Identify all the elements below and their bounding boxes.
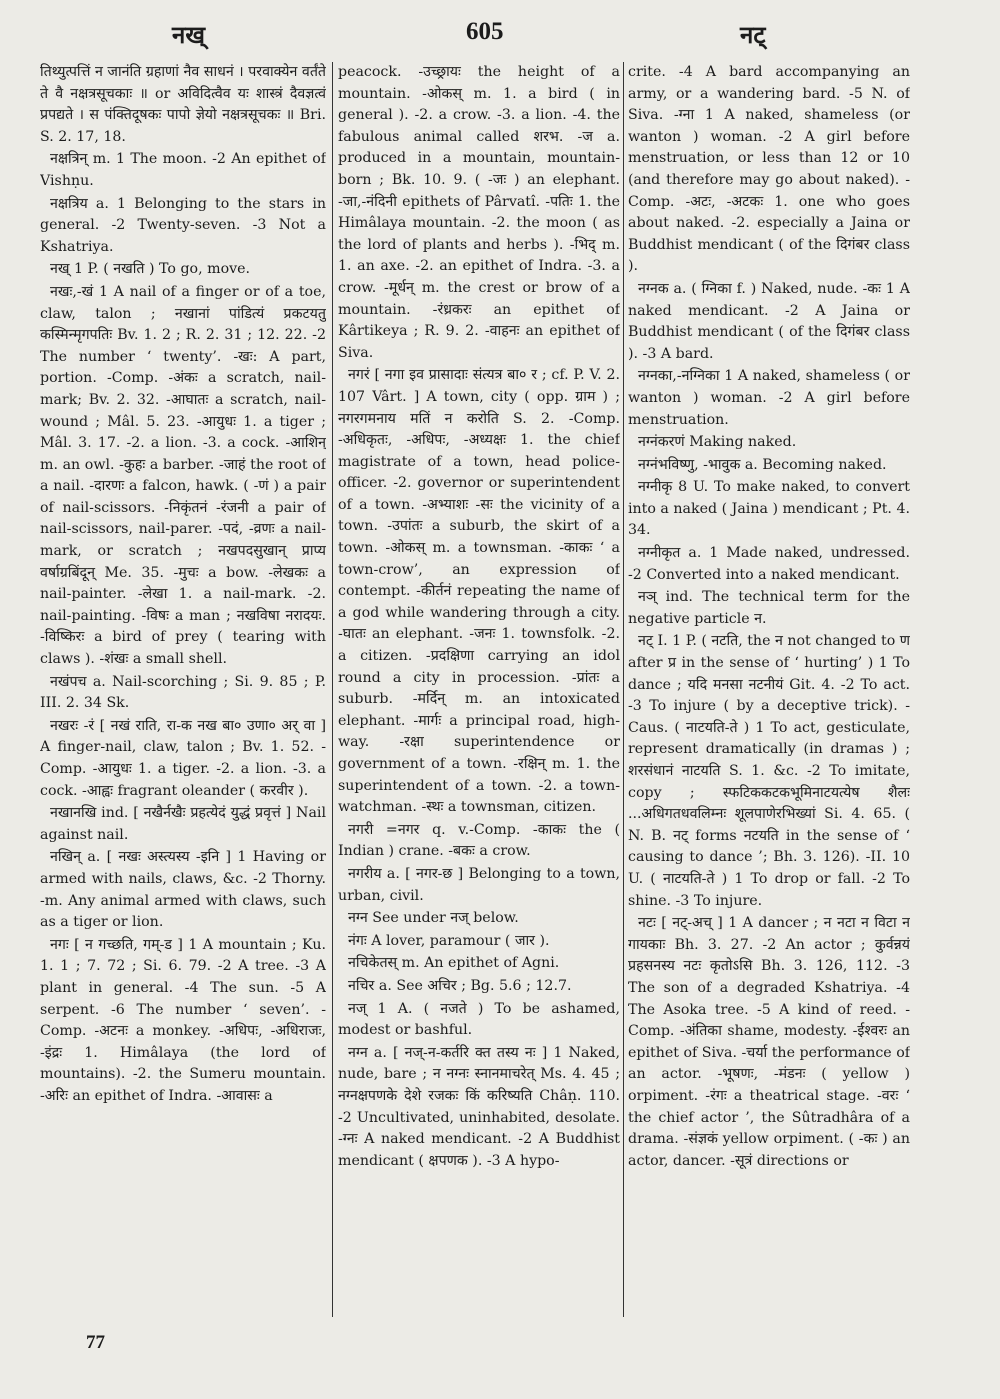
- column-1: [40, 62, 326, 1317]
- header-right-word: नट्: [740, 20, 766, 49]
- header-left-word: नख्: [172, 20, 205, 49]
- dictionary-entry: नग्नीकृ 8 U. To make naked, to convert into a naked ( Jaina ) mendicant ; Pt. 4. 34.: [628, 479, 910, 539]
- dictionary-entry: नगः [ न गच्छति, गम्-ड ] 1 A mountain ; Ku. 1. 1 ; 7. 72 ; Si. 6. 79. -2 A tree. -3 A plant in general. -4 The sun. -5 A serpent. -6 The number ‘ seven’. -Comp. -अटनः a monkey. -अधिपः, -अधिराजः, -इंद्रः 1. Himâlaya (the lord of mountains). -2. the Sumeru mountain. -अरिः an epithet of Indra. -आवासः a: [40, 936, 326, 1104]
- dictionary-entry: crite. -4 A bard accompanying an army, or a wandering bard. -5 N. of Siva. -ग्ना 1 A naked, shameless (or wanton ) woman. -2 A girl before menstruation, or less than 12 or 10 (and therefore may go about naked). -Comp. -अटः, -अटकः 1. one who goes about naked. -2. especially a Jaina or Buddhist mendicant ( of the दिगंबर class ).: [628, 64, 910, 275]
- dictionary-entry: नचिर a. See अचिर ; Bg. 5.6 ; 12.7.: [348, 977, 572, 994]
- dictionary-entry: नटः [ नट्-अच् ] 1 A dancer ; न नटा न विटा न गायकाः Bh. 3. 27. -2 An actor ; कुर्वन्नयं प्रहसनस्य नटः कृतोऽसि Bh. 3. 126, 112. -3 The son of a degraded Kshatriya. -4 The Asoka tree. -5 A kind of reed. -Comp. -अंतिका shame, modesty. -ईश्वरः an epithet of Siva. -चर्या the performance of an actor. -भूषणः, -मंडनः ( yellow ) orpiment. -रंगः a theatrical stage. -वरः ‘ the chief actor ’, the Sûtradhâra of a drama. -संज्ञकं yellow orpiment. ( -कः ) an actor, dancer. -सूत्रं directions or: [628, 915, 910, 1169]
- dictionary-entry: नञ् ind. The technical term for the negative particle न.: [628, 589, 910, 627]
- column-3: [628, 62, 910, 1317]
- dictionary-entry: नखिन् a. [ नखः अस्त्यस्य -इनि ] 1 Having or armed with nails, claws, &c. -2 Thorny. -m. Any animal armed with claws, such as a tiger or lion.: [40, 849, 326, 931]
- dictionary-entry: नंगः A lover, paramour ( जार ).: [348, 932, 550, 949]
- dictionary-entry: peacock. -उच्छ्रायः the height of a mountain. -ओकस् m. 1. a bird ( in general ). -2. a crow. -3. a lion. -4. the fabulous animal called शरभ. -ज a. produced in a mountain, mountain-born ; Bk. 10. 9. ( -जः ) an elephant. -जा,-नंदिनी epithets of Pârvatî. -पतिः 1. the Himâlaya mountain. -2. the moon ( as the lord of plants and herbs ). -भिद् m. 1. an axe. -2. an epithet of Indra. -3. a crow. -मूर्धन् m. the crest or brow of a mountain. -रंध्रकरः an epithet of Kârtikeya ; R. 9. 2. -वाहनः an epithet of Siva.: [338, 64, 620, 361]
- signature-number: 77: [86, 1332, 105, 1353]
- dictionary-entry: नचिकेतस् m. An epithet of Agni.: [348, 955, 560, 972]
- dictionary-entry: नख् 1 P. ( नखति ) To go, move.: [50, 261, 251, 278]
- dictionary-entry: नक्षत्रिन् m. 1 The moon. -2 An epithet of Vishṇu.: [40, 151, 326, 189]
- dictionary-entry: नग्नक a. ( ग्निका f. ) Naked, nude. -कः 1 A naked mendicant. -2 A Jaina or Buddhist mendicant ( of the दिगंबर class ). -3 A bard.: [628, 280, 910, 362]
- running-head: [0, 18, 1000, 58]
- dictionary-entry: नगरीय a. [ नगर-छ ] Belonging to a town, urban, civil.: [338, 865, 620, 904]
- dictionary-entry: नट् I. 1 P. ( नटति, the न not changed to ण after प्र in the sense of ‘ hurting’ ) 1 To dance ; यदि मनसा नटनीयं Git. 4. -2 To act. -3 To injure ( by a deceptive trick). -Caus. ( नाटयति-ते ) 1 To act, gesticulate, represent dramatically (in dramas ) ; शरसंधानं नाटयति S. 1. &c. -2 To imitate, copy ; स्फटिककटकभूमिनाटयत्येष शैलः ...अधिगतधवलिम्नः शूलपाणेरभिख्यां Si. 4. 65. ( N. B. नट् forms नटयति in the sense of ‘ causing to dance ’; Bh. 3. 126). -II. 10 U. ( नाटयति-ते ) 1 To drop or fall. -2 To shine. -3 To injure.: [628, 633, 910, 909]
- column-divider: [332, 62, 333, 1317]
- dictionary-entry: नगरी =नगर q. v.-Comp. -काकः the ( Indian ) crane. -बकः a crow.: [338, 821, 620, 860]
- dictionary-entry: नग्नंकरणं Making naked.: [638, 434, 797, 451]
- dictionary-entry: नग्नका,-नग्निका 1 A naked, shameless ( or wanton ) woman. -2 A girl before menstruation.: [628, 368, 910, 428]
- dictionary-entry: नग्न See under नज् below.: [348, 910, 519, 927]
- dictionary-entry: नज् 1 A. ( नजते ) To be ashamed, modest or bashful.: [338, 1000, 620, 1039]
- dictionary-entry: नग्नंभविष्णु, -भावुक a. Becoming naked.: [638, 456, 887, 473]
- dictionary-entry: नग्नीकृत a. 1 Made naked, undressed. -2 Converted into a naked mendicant.: [628, 545, 910, 583]
- dictionary-entry: नखंपच a. Nail-scorching ; Si. 9. 85 ; P. III. 2. 34 Sk.: [40, 673, 326, 712]
- column-2: [338, 62, 620, 1317]
- dictionary-entry: नक्षत्रिय a. 1 Belonging to the stars in general. -2 Twenty-seven. -3 Not a Kshatriya.: [40, 195, 326, 255]
- dictionary-entry: नगरं [ नगा इव प्रासादाः संत्यत्र बा० र ; cf. P. V. 2. 107 Vârt. ] A town, city ( opp. ग्राम ) ; नगरगमनाय मतिं न करोति S. 2. -Comp. -अधिकृतः, -अधिपः, -अध्यक्षः 1. the chief magistrate of a town, head police-officer. -2. governor or superintendent of a town. -अभ्याशः -सः the vicinity of a town. -उपांतः a suburb, the skirt of a town. -ओकस् m. a townsman. -काकः ‘ a town-crow’, an expression of contempt. -कीर्तनं repeating the name of a god while wandering through a city. -घातः an elephant. -जनः 1. townsfolk. -2. a citizen. -प्रदक्षिणा carrying an idol round a city in procession. -प्रांतः a suburb. -मर्दिन् m. an intoxicated elephant. -मार्गः a principal road, high-way. -रक्षा superintendence or government of a town. -रक्षिन् m. 1. the superintendent of a town. -2. a town-watchman. -स्थः a townsman, citizen.: [338, 367, 620, 816]
- page-number: 605: [466, 18, 504, 45]
- column-divider: [623, 62, 624, 1317]
- dictionary-entry: नखानखि ind. [ नखैर्नखैः प्रहत्येदं युद्धं प्रवृत्तं ] Nail against nail.: [40, 805, 326, 843]
- dictionary-entry: नखरः -रं [ नखं राति, रा-क नख बा० उणा० अर् वा ] A finger-nail, claw, talon ; Bv. 1. 52. -Comp. -आयुधः 1. a tiger. -2. a lion. -3. a cock. -आह्वः fragrant oleander ( करवीर ).: [40, 717, 326, 799]
- dictionary-entry: नखः,-खं 1 A nail of a finger or of a toe, claw, talon ; नखानां पांडित्यं प्रकटयतु कस्मिन्मृगपतिः Bv. 1. 2 ; R. 2. 31 ; 12. 22. -2 The number ‘ twenty’. -खः: A part, portion. -Comp. -अंकः a scratch, nail-mark; Bv. 2. 32. -आघातः a scratch, nail-wound ; Mâl. 5. 23. -आयुधः 1. a tiger ; Mâl. 3. 17. -2. a lion. -3. a cock. -आशिन् m. an owl. -कुहः a barber. -जाहं the root of a nail. -दारणः a falcon, hawk. ( -णं ) a pair of nail-scissors. -निकृंतनं -रंजनी a pair of nail-scissors, nail-parer. -पदं, -व्रणः a nail-mark, or scratch ; नखपदसुखान् प्राप्य वर्षाग्रबिंदून् Me. 35. -मुचः a bow. -लेखकः a nail-painter. -लेखा 1. a nail-mark. -2. nail-painting. -विषः a man ; नखविषा नरादयः. -विष्किरः a bird of prey ( tearing with claws ). -शंखः a small shell.: [40, 283, 326, 668]
- dictionary-entry: नग्न a. [ नज्-न-कर्तरि क्त तस्य नः ] 1 Naked, nude, bare ; न नग्नः स्नानमाचरेत् Ms. 4. 45 ; नग्नक्षपणके देशे रजकः किं करिष्यति Châṇ. 110. -2 Uncultivated, uninhabited, desolate. -ग्नः A naked mendicant. -2 A Buddhist mendicant ( क्षपणक ). -3 A hypo-: [338, 1044, 620, 1169]
- dictionary-entry: तिथ्युत्पत्तिं न जानंति ग्रहाणां नैव साधनं । परवाक्येन वर्तंते ते वै नक्षत्रसूचकाः ॥ or अविदित्वैव यः शास्त्रं दैवज्ञत्वं प्रपद्यते । स पंक्तिदूषकः पापो ज्ञेयो नक्षत्रसूचकः ॥ Bri. S. 2. 17, 18.: [40, 64, 326, 145]
